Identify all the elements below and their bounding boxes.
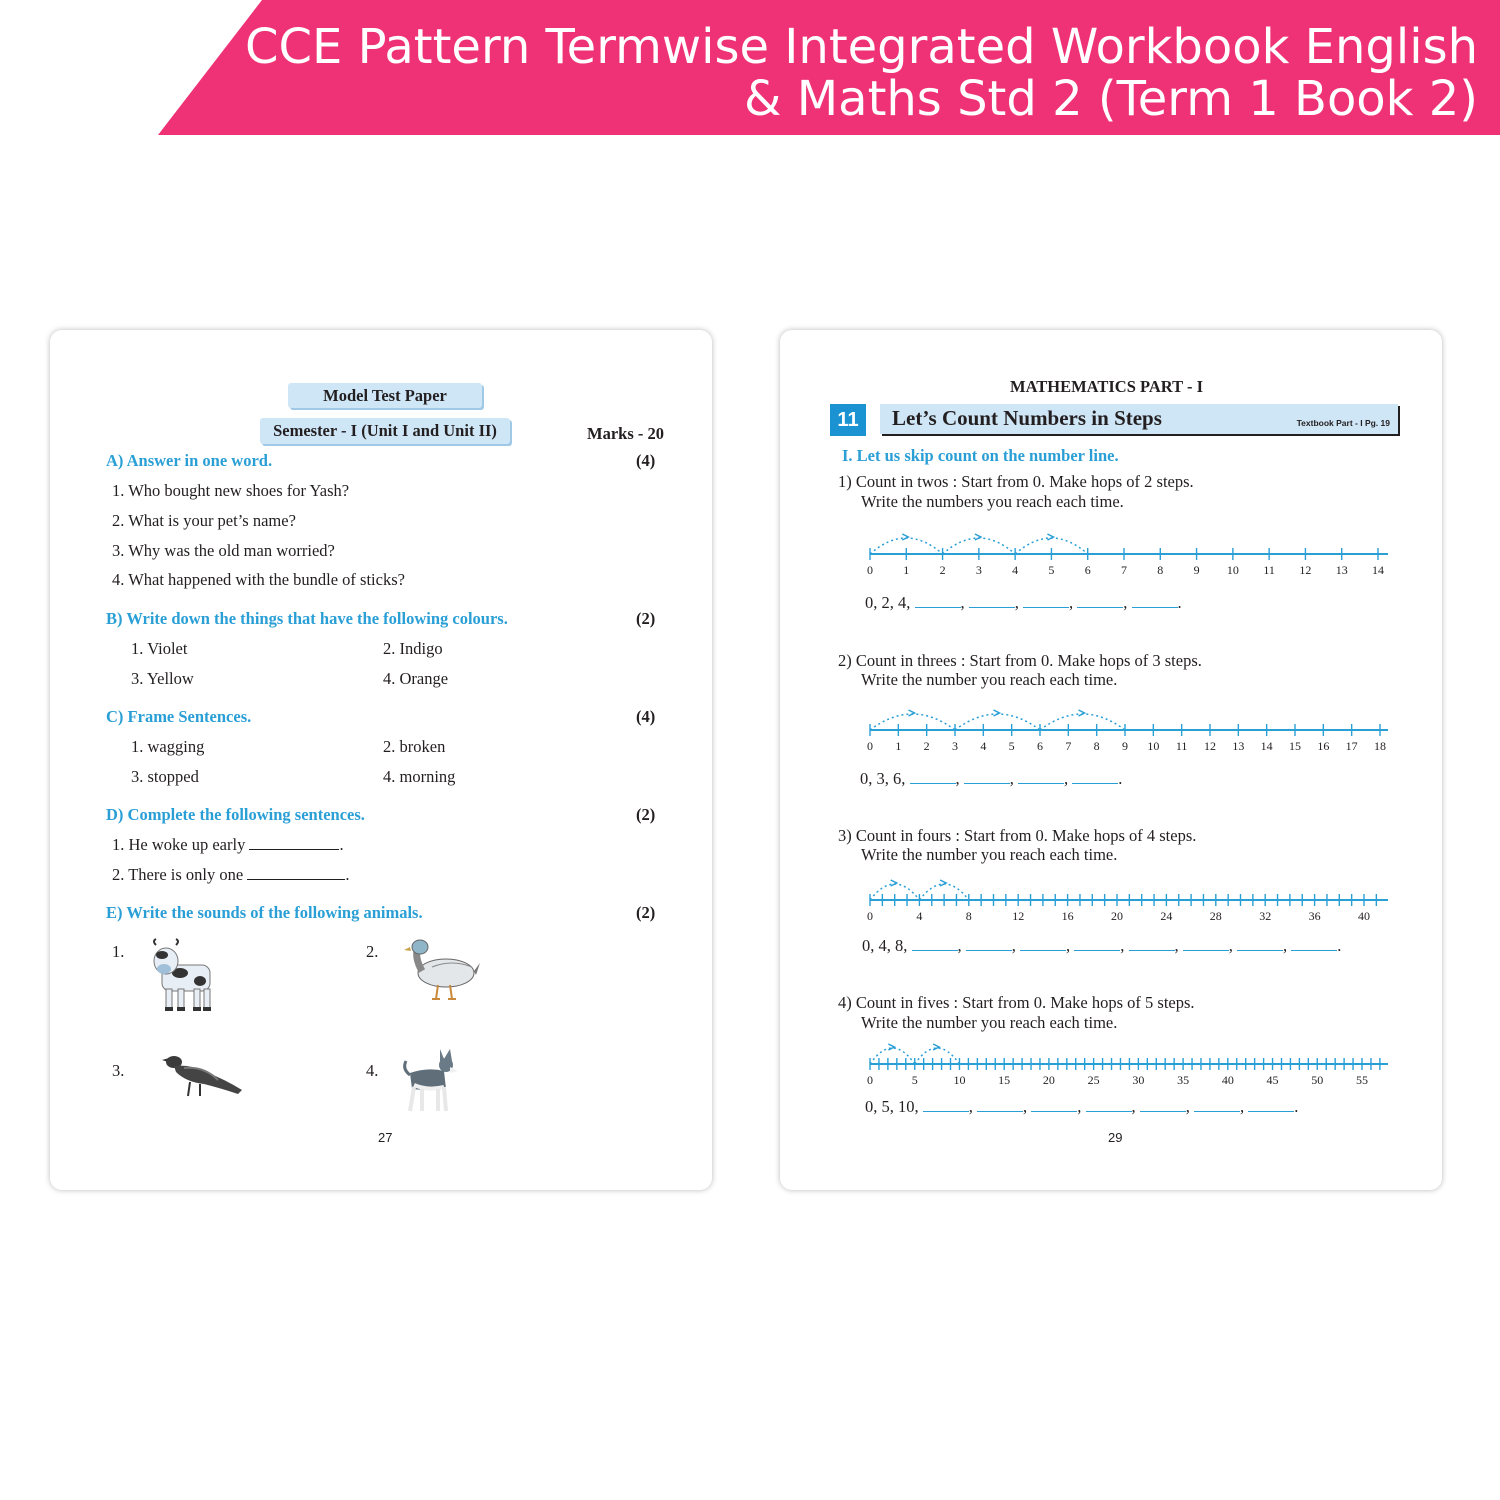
section-c-marks: (4) <box>636 707 656 726</box>
tick-label: 36 <box>1308 909 1321 923</box>
colour-item: 2. Indigo <box>383 639 443 658</box>
sentence-2-text: 2. There is only one <box>112 865 244 884</box>
number-line-twos <box>860 520 1400 580</box>
answer-blank[interactable] <box>247 867 345 880</box>
exercise-4-instruction-2: Write the number you reach each time. <box>861 1013 1118 1032</box>
part-title: MATHEMATICS PART - I <box>1010 377 1203 396</box>
tick-label: 8 <box>1093 739 1100 753</box>
tick-label: 3 <box>952 739 958 753</box>
exercise-1-instruction-2: Write the numbers you reach each time. <box>861 492 1124 511</box>
hop-arrow <box>933 1044 939 1050</box>
section-d-heading: D) Complete the following sentences. <box>106 805 365 824</box>
answer-blanks: , , , , , , . <box>923 1097 1299 1116</box>
tick-label: 14 <box>1372 563 1384 577</box>
answer-row-1 <box>865 593 1182 613</box>
dog-icon <box>400 1045 464 1117</box>
answer-blanks: , , , . <box>910 769 1123 788</box>
answer-blank[interactable] <box>1129 938 1175 951</box>
chapter-header <box>880 404 1398 434</box>
semester-label: Semester - I (Unit I and Unit II) <box>260 418 510 444</box>
sentence-2: 2. There is only one . <box>112 865 350 884</box>
tick-label: 4 <box>916 909 923 923</box>
hop-arrow <box>888 1044 894 1050</box>
answer-blank[interactable] <box>1072 771 1118 784</box>
page-number: 27 <box>378 1130 393 1145</box>
hop-arrow <box>1079 710 1085 716</box>
tick-label: 40 <box>1221 1073 1234 1087</box>
answer-blank[interactable] <box>977 1099 1023 1112</box>
colour-item: 3. Yellow <box>131 669 194 688</box>
word-item: 4. morning <box>383 767 456 786</box>
answer-blank[interactable] <box>915 595 961 608</box>
word-item: 1. wagging <box>131 737 205 756</box>
tick-label: 8 <box>965 909 972 923</box>
banner-title-line1: CCE Pattern Termwise Integrated Workbook English <box>244 19 1478 75</box>
tick-label: 6 <box>1084 563 1091 577</box>
answer-blank[interactable] <box>964 771 1010 784</box>
colour-item: 4. Orange <box>383 669 449 688</box>
hop-arrow <box>891 880 897 886</box>
exercise-3-instruction-2: Write the number you reach each time. <box>861 845 1118 864</box>
tick-label: 50 <box>1311 1073 1324 1087</box>
answer-blank[interactable] <box>1140 1099 1186 1112</box>
answer-blanks: , , , , , , , . <box>912 936 1342 955</box>
animal-label: 1. <box>112 942 125 961</box>
exercise-3-instruction: 3) Count in fours : Start from 0. Make hops of 4 steps. <box>838 826 1197 845</box>
answer-blank[interactable] <box>969 595 1015 608</box>
tick-label: 9 <box>1122 739 1128 753</box>
tick-label: 12 <box>1204 739 1216 753</box>
tick-label: 10 <box>953 1073 966 1087</box>
tick-label: 14 <box>1260 739 1273 753</box>
tick-label: 30 <box>1132 1073 1145 1087</box>
answer-row-3 <box>862 936 1341 956</box>
tick-label: 32 <box>1259 909 1272 923</box>
answer-blank[interactable] <box>1077 595 1123 608</box>
answer-blank[interactable] <box>1018 771 1064 784</box>
chapter-number: 11 <box>830 404 866 436</box>
tick-label: 40 <box>1358 909 1370 923</box>
tick-label: 4 <box>1012 563 1019 577</box>
tick-label: 25 <box>1087 1073 1100 1087</box>
question: 4. What happened with the bundle of sticks? <box>112 570 405 589</box>
hop-arc <box>1040 714 1125 730</box>
word-item: 3. stopped <box>131 767 199 786</box>
tick-label: 13 <box>1335 563 1348 577</box>
tick-label: 20 <box>1042 1073 1055 1087</box>
crow-icon <box>160 1050 246 1102</box>
tick-label: 7 <box>1065 739 1072 753</box>
tick-label: 12 <box>1299 563 1312 577</box>
word-item: 2. broken <box>383 737 446 756</box>
answer-blank[interactable] <box>1132 595 1178 608</box>
tick-label: 7 <box>1121 563 1127 577</box>
chapter-title: Let’s Count Numbers in Steps <box>892 406 1162 430</box>
answer-row-2 <box>860 769 1122 789</box>
tick-label: 24 <box>1160 909 1173 923</box>
duck-icon <box>402 935 482 1007</box>
answer-blank[interactable] <box>923 1099 969 1112</box>
answer-blank[interactable] <box>966 938 1012 951</box>
textbook-reference: Textbook Part - I Pg. 19 <box>1296 418 1390 428</box>
hop-arc <box>870 714 955 730</box>
page-number: 29 <box>1108 1130 1123 1145</box>
cow-icon <box>150 935 218 1015</box>
banner-title-line2: & Maths Std 2 (Term 1 Book 2) <box>744 71 1478 127</box>
answer-blank[interactable] <box>1086 1099 1132 1112</box>
exercise-2-instruction: 2) Count in threes : Start from 0. Make hops of 3 steps. <box>838 651 1202 670</box>
tick-label: 17 <box>1345 739 1358 753</box>
answer-blank[interactable] <box>249 837 339 850</box>
tick-label: 0 <box>867 739 873 753</box>
tick-label: 9 <box>1193 563 1200 577</box>
exercise-2-instruction-2: Write the number you reach each time. <box>861 670 1118 689</box>
tick-label: 10 <box>1226 563 1239 577</box>
answer-blank[interactable] <box>912 938 958 951</box>
tick-label: 1 <box>895 739 902 753</box>
exercise-1-instruction: 1) Count in twos : Start from 0. Make hops of 2 steps. <box>838 472 1194 491</box>
tick-label: 20 <box>1111 909 1123 923</box>
answer-row-4 <box>865 1097 1298 1117</box>
tick-label: 5 <box>1048 563 1055 577</box>
animal-label: 3. <box>112 1061 125 1080</box>
tick-label: 1 <box>903 563 910 577</box>
answer-blanks: , , , , . <box>915 593 1182 612</box>
section-heading: I. Let us skip count on the number line. <box>842 446 1119 465</box>
tick-label: 3 <box>975 563 982 577</box>
sentence-1-text: 1. He woke up early <box>112 835 246 854</box>
answer-blank[interactable] <box>1237 938 1283 951</box>
answer-blank[interactable] <box>1074 938 1120 951</box>
tick-label: 5 <box>911 1073 918 1087</box>
tick-label: 6 <box>1037 739 1043 753</box>
answer-blank[interactable] <box>1031 1099 1077 1112</box>
tick-label: 10 <box>1147 739 1160 753</box>
tick-label: 45 <box>1266 1073 1279 1087</box>
tick-label: 16 <box>1061 909 1074 923</box>
animal-label: 4. <box>366 1061 379 1080</box>
tick-label: 2 <box>923 739 930 753</box>
answer-blank[interactable] <box>1183 938 1229 951</box>
tick-label: 55 <box>1356 1073 1368 1087</box>
answer-blank[interactable] <box>1020 938 1066 951</box>
answer-start: 0, 4, 8, <box>862 936 908 955</box>
colour-item: 1. Violet <box>131 639 188 658</box>
question: 3. Why was the old man worried? <box>112 541 335 560</box>
hop-arc <box>955 714 1040 730</box>
tick-label: 2 <box>939 563 946 577</box>
tick-label: 28 <box>1209 909 1222 923</box>
hop-arrow <box>902 534 908 540</box>
tick-label: 12 <box>1012 909 1025 923</box>
section-e-marks: (2) <box>636 903 656 922</box>
section-e-heading: E) Write the sounds of the following animals. <box>106 903 423 922</box>
tick-label: 0 <box>867 909 873 923</box>
tick-label: 15 <box>1289 739 1301 753</box>
tick-label: 4 <box>980 739 987 753</box>
section-b-marks: (2) <box>636 609 656 628</box>
answer-start: 0, 5, 10, <box>865 1097 919 1116</box>
tick-label: 8 <box>1157 563 1164 577</box>
total-marks: Marks - 20 <box>587 424 664 443</box>
tick-label: 11 <box>1263 563 1275 577</box>
question: 2. What is your pet’s name? <box>112 511 296 530</box>
section-d-marks: (2) <box>636 805 656 824</box>
number-line-fives <box>860 1030 1400 1090</box>
hop-arrow <box>994 710 1000 716</box>
hop-arrow <box>909 710 915 716</box>
tick-label: 15 <box>998 1073 1011 1087</box>
paper-title: Model Test Paper <box>288 383 482 408</box>
answer-start: 0, 3, 6, <box>860 769 906 788</box>
tick-label: 13 <box>1232 739 1245 753</box>
section-b-heading: B) Write down the things that have the following colours. <box>106 609 508 628</box>
answer-blank[interactable] <box>1248 1099 1294 1112</box>
tick-label: 35 <box>1177 1073 1190 1087</box>
number-line-threes <box>860 696 1400 758</box>
answer-blank[interactable] <box>1023 595 1069 608</box>
answer-start: 0, 2, 4, <box>865 593 911 612</box>
section-a-heading: A) Answer in one word. <box>106 451 273 470</box>
right-page <box>780 330 1442 1190</box>
exercise-4-instruction: 4) Count in fives : Start from 0. Make hops of 5 steps. <box>838 993 1195 1012</box>
animal-label: 2. <box>366 942 379 961</box>
sentence-1: 1. He woke up early . <box>112 835 344 854</box>
section-a-marks: (4) <box>636 451 656 470</box>
answer-blank[interactable] <box>1194 1099 1240 1112</box>
tick-label: 16 <box>1317 739 1330 753</box>
answer-blank[interactable] <box>910 771 956 784</box>
hop-arc <box>870 1048 915 1064</box>
banner <box>0 0 1500 135</box>
tick-label: 18 <box>1374 739 1386 753</box>
number-line-fours <box>860 866 1400 926</box>
hop-arrow <box>940 880 946 886</box>
hop-arrow <box>1047 534 1053 540</box>
tick-label: 11 <box>1175 739 1188 753</box>
hop-arrow <box>975 534 981 540</box>
left-page <box>50 330 712 1190</box>
tick-label: 0 <box>867 563 873 577</box>
hop-arc <box>915 1048 960 1064</box>
question: 1. Who bought new shoes for Yash? <box>112 481 350 500</box>
tick-label: 0 <box>867 1073 873 1087</box>
answer-blank[interactable] <box>1291 938 1337 951</box>
tick-label: 5 <box>1008 739 1015 753</box>
section-c-heading: C) Frame Sentences. <box>106 707 252 726</box>
